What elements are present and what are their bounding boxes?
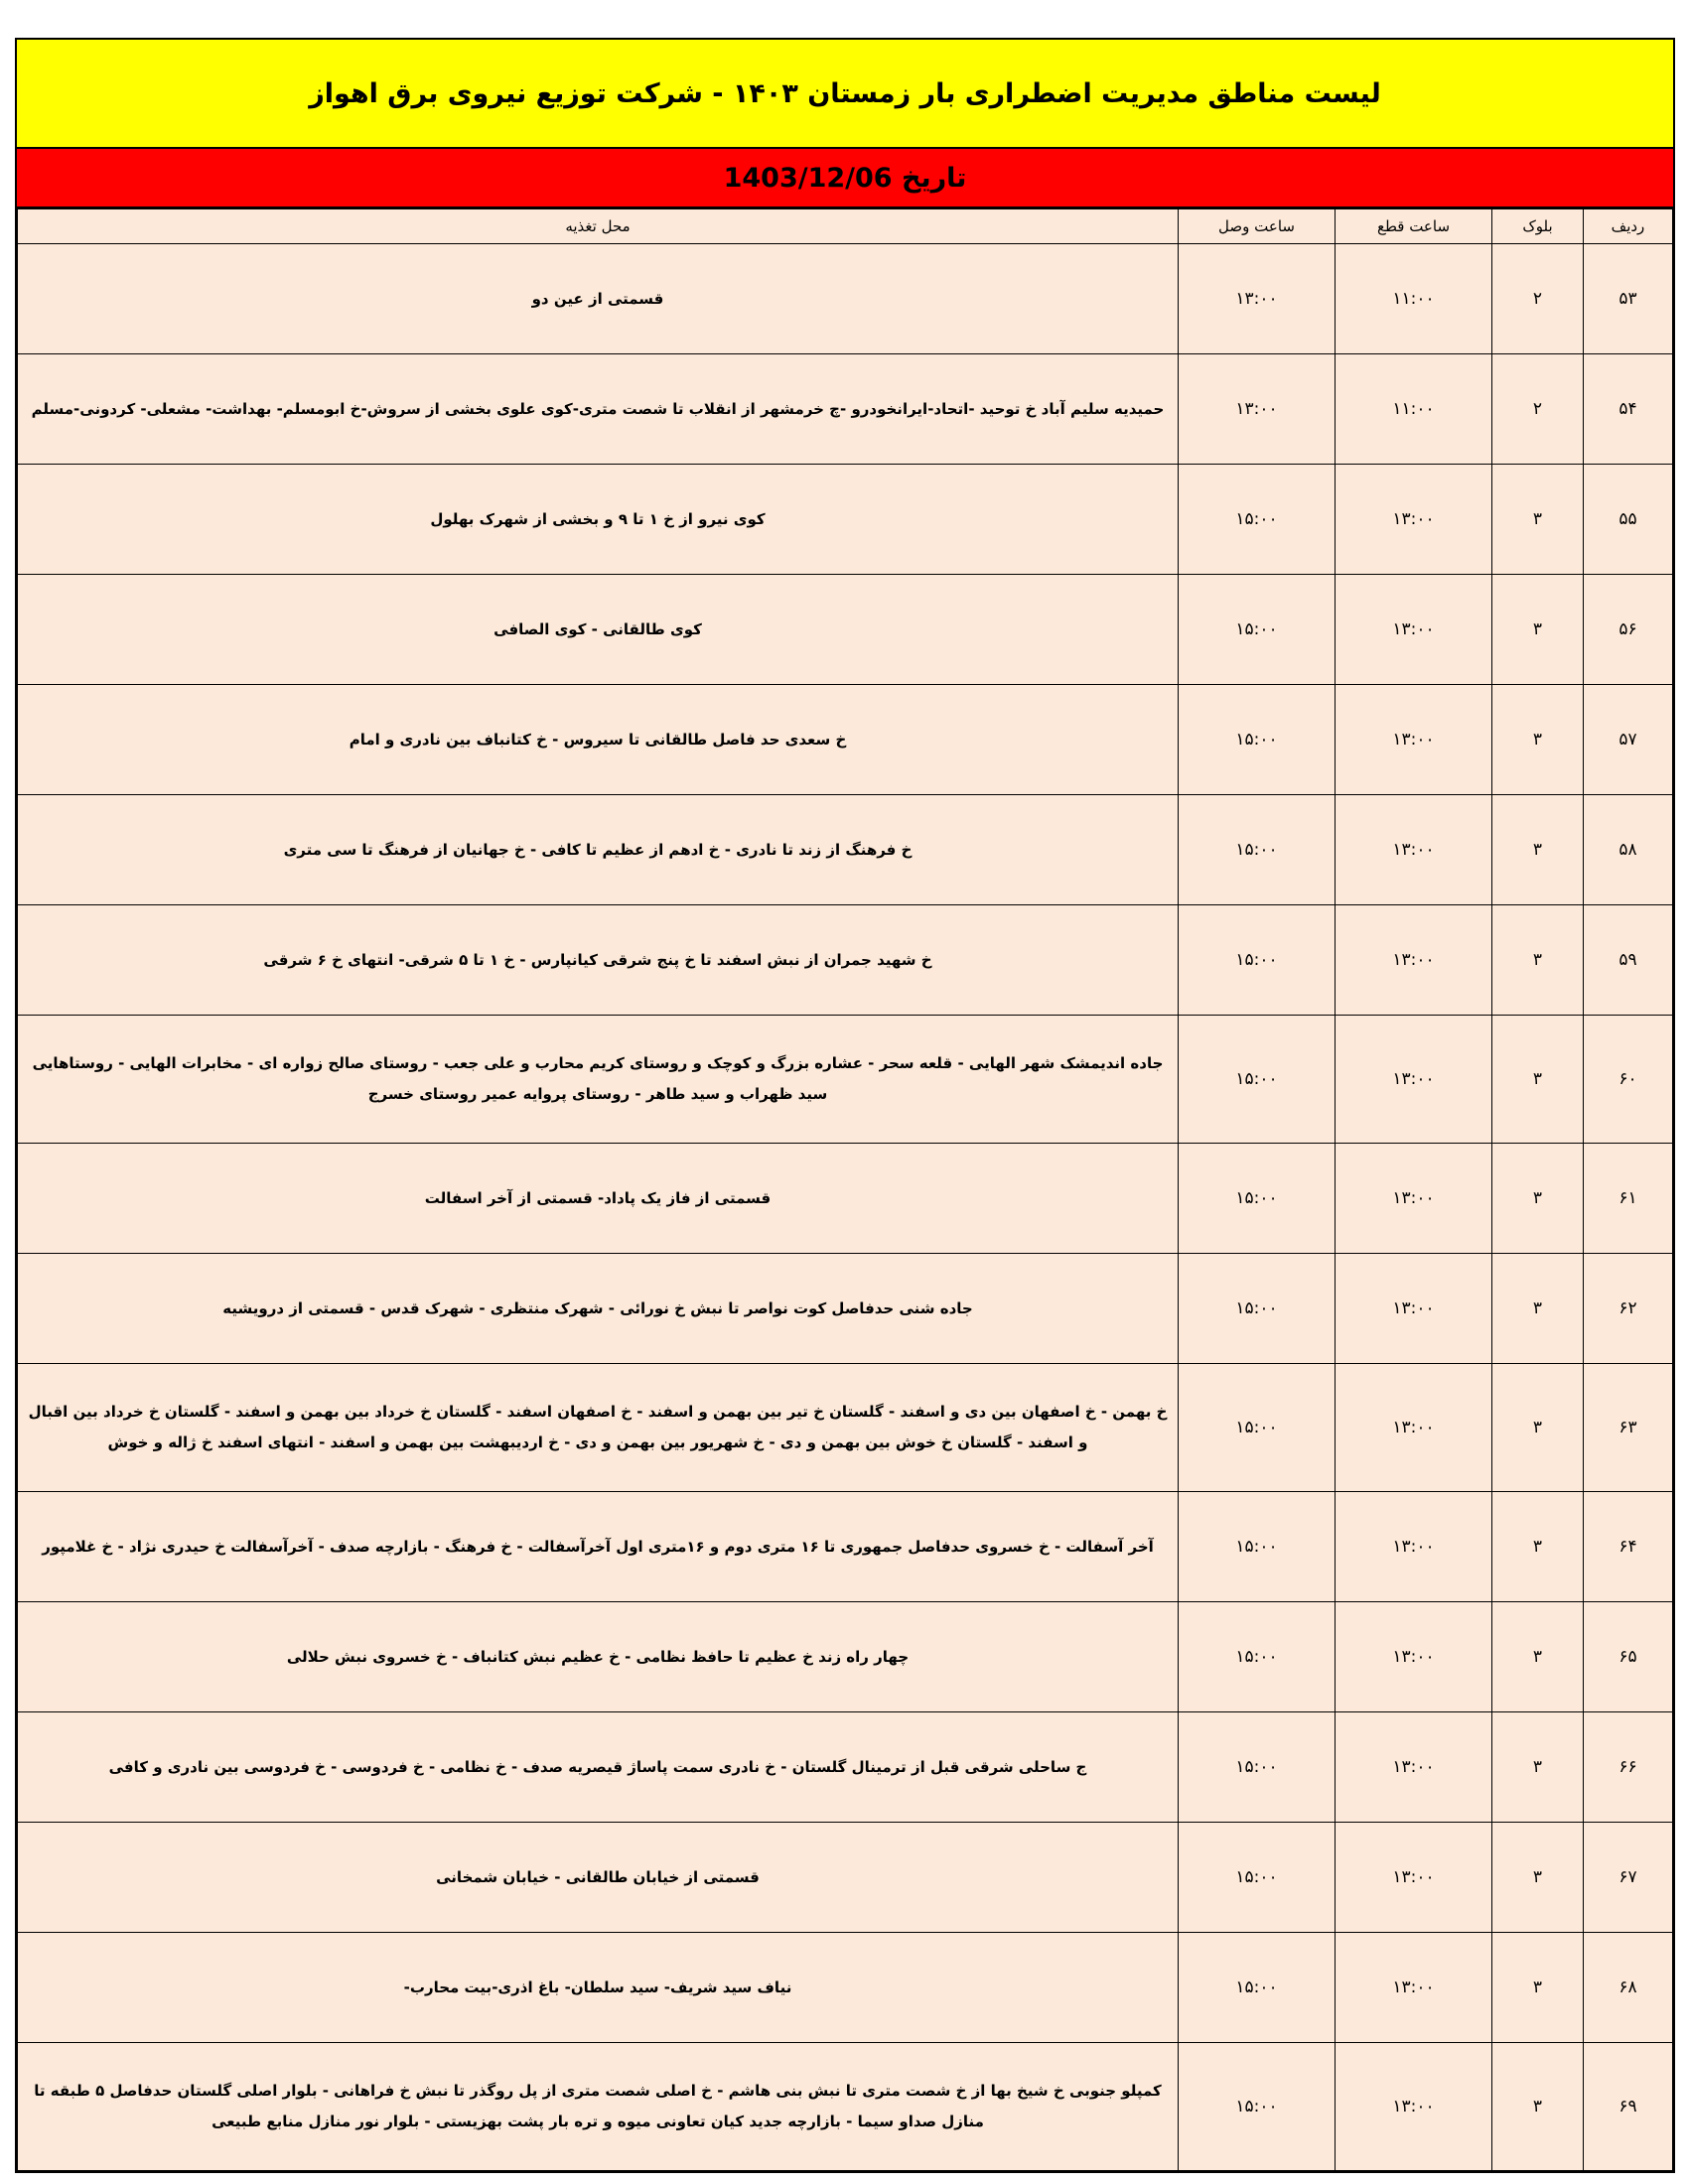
table-row <box>18 905 1673 1016</box>
cell-cut-time: ۱۳:۰۰ <box>1336 1144 1492 1254</box>
table-row <box>18 465 1673 575</box>
date-banner <box>17 149 1673 208</box>
title-banner <box>17 40 1673 149</box>
cell-connect-time: ۱۳:۰۰ <box>1179 354 1336 465</box>
cell-block: ۳ <box>1492 1602 1584 1712</box>
cell-location: خ شهید جمران از نبش اسفند تا خ پنج شرقی کیانپارس - خ ۱ تا ۵ شرقی- انتهای خ ۶ شرقی <box>18 905 1179 1016</box>
cell-location: جاده اندیمشک شهر الهایی - قلعه سحر - عشاره بزرگ و کوچک و روستای کریم محارب و علی جعب - روستای صالح زواره ای - مخابرات الهایی - روستاهایی سید ظهراب و سید طاهر - روستای پروایه عمیر روستای خسرج <box>18 1016 1179 1144</box>
cell-location: جاده شنی حدفاصل کوت نواصر تا نبش خ نورائی - شهرک منتظری - شهرک قدس - قسمتی از درویشیه <box>18 1254 1179 1364</box>
table-body <box>18 244 1673 2171</box>
page-title: لیست مناطق مدیریت اضطراری بار زمستان ۱۴۰۳ - شرکت توزیع نیروی برق اهواز <box>309 77 1381 109</box>
cell-block: ۳ <box>1492 685 1584 795</box>
cell-row-number: ۶۹ <box>1584 2043 1673 2171</box>
table-row <box>18 575 1673 685</box>
cell-cut-time: ۱۳:۰۰ <box>1336 1933 1492 2043</box>
cell-row-number: ۶۰ <box>1584 1016 1673 1144</box>
cell-row-number: ۵۳ <box>1584 244 1673 354</box>
cell-row-number: ۵۷ <box>1584 685 1673 795</box>
cell-connect-time: ۱۵:۰۰ <box>1179 1712 1336 1823</box>
cell-connect-time: ۱۵:۰۰ <box>1179 1364 1336 1492</box>
cell-location: قسمتی از فاز یک پاداد- قسمتی از آخر اسفالت <box>18 1144 1179 1254</box>
cell-block: ۳ <box>1492 1823 1584 1933</box>
page-date: تاریخ 1403/12/06 <box>723 162 967 194</box>
header-block: بلوک <box>1492 209 1584 244</box>
cell-location: چهار راه زند خ عظیم تا حافظ نظامی - خ عظیم نبش کتانباف - خ خسروی نبش حلالی <box>18 1602 1179 1712</box>
cell-cut-time: ۱۳:۰۰ <box>1336 685 1492 795</box>
cell-row-number: ۵۸ <box>1584 795 1673 905</box>
cell-block: ۳ <box>1492 465 1584 575</box>
cell-block: ۲ <box>1492 354 1584 465</box>
cell-connect-time: ۱۵:۰۰ <box>1179 1933 1336 2043</box>
cell-location: آخر آسفالت - خ خسروی حدفاصل جمهوری تا ۱۶ متری دوم و ۱۶متری اول آخرآسفالت - خ فرهنگ - بازارچه صدف - آخرآسفالت خ حیدری نژاد - خ غلامپور <box>18 1492 1179 1602</box>
table-header-row <box>18 209 1673 244</box>
cell-location: قسمتی از عین دو <box>18 244 1179 354</box>
cell-block: ۳ <box>1492 905 1584 1016</box>
cell-connect-time: ۱۳:۰۰ <box>1179 244 1336 354</box>
cell-location: کوی نیرو از خ ۱ تا ۹ و بخشی از شهرک بهلول <box>18 465 1179 575</box>
cell-cut-time: ۱۳:۰۰ <box>1336 905 1492 1016</box>
cell-connect-time: ۱۵:۰۰ <box>1179 1016 1336 1144</box>
cell-location: نیاف سید شریف- سید سلطان- باغ اذری-بیت محارب- <box>18 1933 1179 2043</box>
cell-connect-time: ۱۵:۰۰ <box>1179 1602 1336 1712</box>
cell-cut-time: ۱۳:۰۰ <box>1336 1712 1492 1823</box>
header-row-number: ردیف <box>1584 209 1673 244</box>
header-connect-time: ساعت وصل <box>1179 209 1336 244</box>
table-row <box>18 1144 1673 1254</box>
cell-block: ۳ <box>1492 1492 1584 1602</box>
cell-cut-time: ۱۳:۰۰ <box>1336 795 1492 905</box>
table-row <box>18 795 1673 905</box>
cell-row-number: ۵۵ <box>1584 465 1673 575</box>
cell-connect-time: ۱۵:۰۰ <box>1179 2043 1336 2171</box>
table-row <box>18 1712 1673 1823</box>
cell-connect-time: ۱۵:۰۰ <box>1179 1492 1336 1602</box>
cell-location: کوی طالقانی - کوی الصافی <box>18 575 1179 685</box>
cell-connect-time: ۱۵:۰۰ <box>1179 1254 1336 1364</box>
cell-block: ۳ <box>1492 575 1584 685</box>
cell-location: ج ساحلی شرقی قبل از ترمینال گلستان - خ نادری سمت پاساژ قیصریه صدف - خ نظامی - خ فردوسی - خ فردوسی بین نادری و کافی <box>18 1712 1179 1823</box>
table-row <box>18 1016 1673 1144</box>
cell-row-number: ۵۶ <box>1584 575 1673 685</box>
cell-row-number: ۵۹ <box>1584 905 1673 1016</box>
cell-connect-time: ۱۵:۰۰ <box>1179 905 1336 1016</box>
cell-block: ۲ <box>1492 244 1584 354</box>
cell-connect-time: ۱۵:۰۰ <box>1179 575 1336 685</box>
cell-cut-time: ۱۳:۰۰ <box>1336 1602 1492 1712</box>
cell-location: خ بهمن - خ اصفهان بین دی و اسفند - گلستان خ تیر بین بهمن و اسفند - خ اصفهان اسفند - گلستان خ خرداد بین بهمن و اسفند - گلستان خ خرداد بین اقبال و اسفند - گلستان خ خوش بین بهمن و دی - خ شهریور بین بهمن و دی - خ اردیبهشت بین بهمن و اسفند - انتهای اسفند خ ژاله و خوش <box>18 1364 1179 1492</box>
cell-row-number: ۶۳ <box>1584 1364 1673 1492</box>
cell-location: خ سعدی حد فاصل طالقانی تا سیروس - خ کتانباف بین نادری و امام <box>18 685 1179 795</box>
cell-cut-time: ۱۱:۰۰ <box>1336 244 1492 354</box>
table-row <box>18 1492 1673 1602</box>
cell-connect-time: ۱۵:۰۰ <box>1179 1823 1336 1933</box>
cell-row-number: ۶۶ <box>1584 1712 1673 1823</box>
table-row <box>18 1254 1673 1364</box>
table-row <box>18 1364 1673 1492</box>
table-row <box>18 1933 1673 2043</box>
cell-row-number: ۶۷ <box>1584 1823 1673 1933</box>
cell-block: ۳ <box>1492 1016 1584 1144</box>
cell-cut-time: ۱۳:۰۰ <box>1336 1823 1492 1933</box>
cell-cut-time: ۱۳:۰۰ <box>1336 1364 1492 1492</box>
outage-table <box>17 208 1673 2171</box>
cell-block: ۳ <box>1492 1144 1584 1254</box>
cell-cut-time: ۱۳:۰۰ <box>1336 1492 1492 1602</box>
cell-cut-time: ۱۳:۰۰ <box>1336 2043 1492 2171</box>
table-row <box>18 2043 1673 2171</box>
cell-block: ۳ <box>1492 1933 1584 2043</box>
table-row <box>18 244 1673 354</box>
cell-location: قسمتی از خیابان طالقانی - خیابان شمخانی <box>18 1823 1179 1933</box>
cell-row-number: ۶۵ <box>1584 1602 1673 1712</box>
cell-block: ۳ <box>1492 2043 1584 2171</box>
cell-cut-time: ۱۳:۰۰ <box>1336 1254 1492 1364</box>
cell-row-number: ۶۲ <box>1584 1254 1673 1364</box>
cell-location: حمیدیه سلیم آباد خ توحید -اتحاد-ایرانخودرو -چ خرمشهر از انقلاب تا شصت متری-کوی علوی بخشی از سروش-خ ابومسلم- بهداشت- مشعلی- کردونی-مسلم <box>18 354 1179 465</box>
table-row <box>18 1602 1673 1712</box>
header-location: محل تغذیه <box>18 209 1179 244</box>
cell-cut-time: ۱۳:۰۰ <box>1336 575 1492 685</box>
cell-cut-time: ۱۳:۰۰ <box>1336 1016 1492 1144</box>
table-row <box>18 354 1673 465</box>
cell-block: ۳ <box>1492 1254 1584 1364</box>
cell-block: ۳ <box>1492 1364 1584 1492</box>
cell-block: ۳ <box>1492 795 1584 905</box>
table-row <box>18 1823 1673 1933</box>
cell-row-number: ۶۴ <box>1584 1492 1673 1602</box>
cell-row-number: ۶۱ <box>1584 1144 1673 1254</box>
cell-block: ۳ <box>1492 1712 1584 1823</box>
cell-connect-time: ۱۵:۰۰ <box>1179 465 1336 575</box>
table-row <box>18 685 1673 795</box>
cell-connect-time: ۱۵:۰۰ <box>1179 795 1336 905</box>
cell-location: کمپلو جنوبی خ شیخ بها از خ شصت متری تا نبش بنی هاشم - خ اصلی شصت متری از پل روگذر تا نبش خ فراهانی - بلوار اصلی گلستان حدفاصل ۵ طبقه تا منازل صداو سیما - بازارچه جدید کیان تعاونی میوه و تره بار پشت بهزیستی - بلوار نور منازل منابع طبیعی <box>18 2043 1179 2171</box>
cell-row-number: ۶۸ <box>1584 1933 1673 2043</box>
cell-cut-time: ۱۳:۰۰ <box>1336 465 1492 575</box>
header-cut-time: ساعت قطع <box>1336 209 1492 244</box>
cell-connect-time: ۱۵:۰۰ <box>1179 685 1336 795</box>
schedule-sheet <box>15 38 1675 2173</box>
cell-location: خ فرهنگ از زند تا نادری - خ ادهم از عظیم تا کافی - خ جهانیان از فرهنگ تا سی متری <box>18 795 1179 905</box>
cell-row-number: ۵۴ <box>1584 354 1673 465</box>
cell-connect-time: ۱۵:۰۰ <box>1179 1144 1336 1254</box>
cell-cut-time: ۱۱:۰۰ <box>1336 354 1492 465</box>
